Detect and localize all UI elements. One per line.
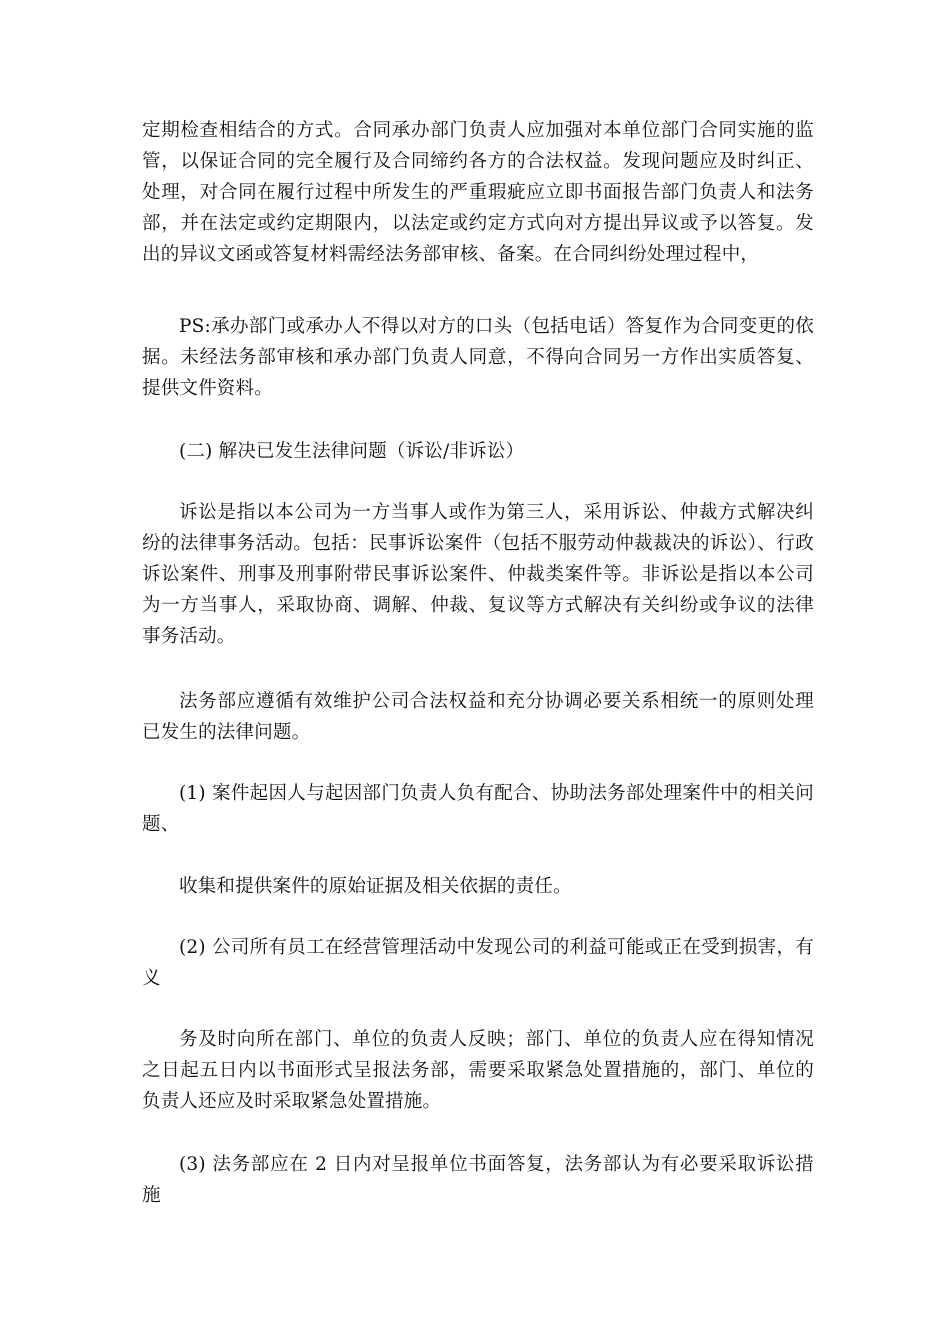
paragraph-litigation-definition: 诉讼是指以本公司为一方当事人或作为第三人，采用诉讼、仲裁方式解决纠纷的法律事务活动。包括：民事诉讼案件（包括不服劳动仲裁裁决的诉讼）、行政诉讼案件、刑事及刑事附带民事诉讼案件、仲裁类案件等。非诉讼是指以本公司为一方当事人，采取协商、调解、仲裁、复议等方式解决有关纠纷或争议的法律事务活动。 [142, 502, 814, 647]
list-item-1: (1) 案件起因人与起因部门负责人负有配合、协助法务部处理案件中的相关问题、 [142, 783, 814, 835]
paragraph-legal-principle: 法务部应遵循有效维护公司合法权益和充分协调必要关系相统一的原则处理已发生的法律问题。 [142, 691, 814, 743]
list-item-1-continued: 收集和提供案件的原始证据及相关依据的责任。 [179, 876, 572, 897]
paragraph-ps-note: PS:承办部门或承办人不得以对方的口头（包括电话）答复作为合同变更的依据。未经法务部审核和承办部门负责人同意，不得向合同另一方作出实质答复、提供文件资料。 [142, 316, 814, 399]
section-heading-legal-issues: (二) 解决已发生法律问题（诉讼/非诉讼） [179, 441, 525, 462]
list-item-2-continued: 务及时向所在部门、单位的负责人反映；部门、单位的负责人应在得知情况之日起五日内以书面形式呈报法务部，需要采取紧急处置措施的，部门、单位的负责人还应及时采取紧急处置措施。 [142, 1029, 814, 1112]
paragraph-contract-supervision: 定期检查相结合的方式。合同承办部门负责人应加强对本单位部门合同实施的监管，以保证合同的完全履行及合同缔约各方的合法权益。发现问题应及时纠正、处理，对合同在履行过程中所发生的严重瑕疵应立即书面报告部门负责人和法务部，并在法定或约定期限内，以法定或约定方式向对方提出异议或予以答复。发出的异议文函或答复材料需经法务部审核、备案。在合同纠纷处理过程中， [142, 120, 814, 265]
list-item-2: (2) 公司所有员工在经营管理活动中发现公司的利益可能或正在受到损害，有义 [142, 937, 814, 989]
list-item-3: (3) 法务部应在 2 日内对呈报单位书面答复，法务部认为有必要采取诉讼措施 [142, 1154, 814, 1206]
